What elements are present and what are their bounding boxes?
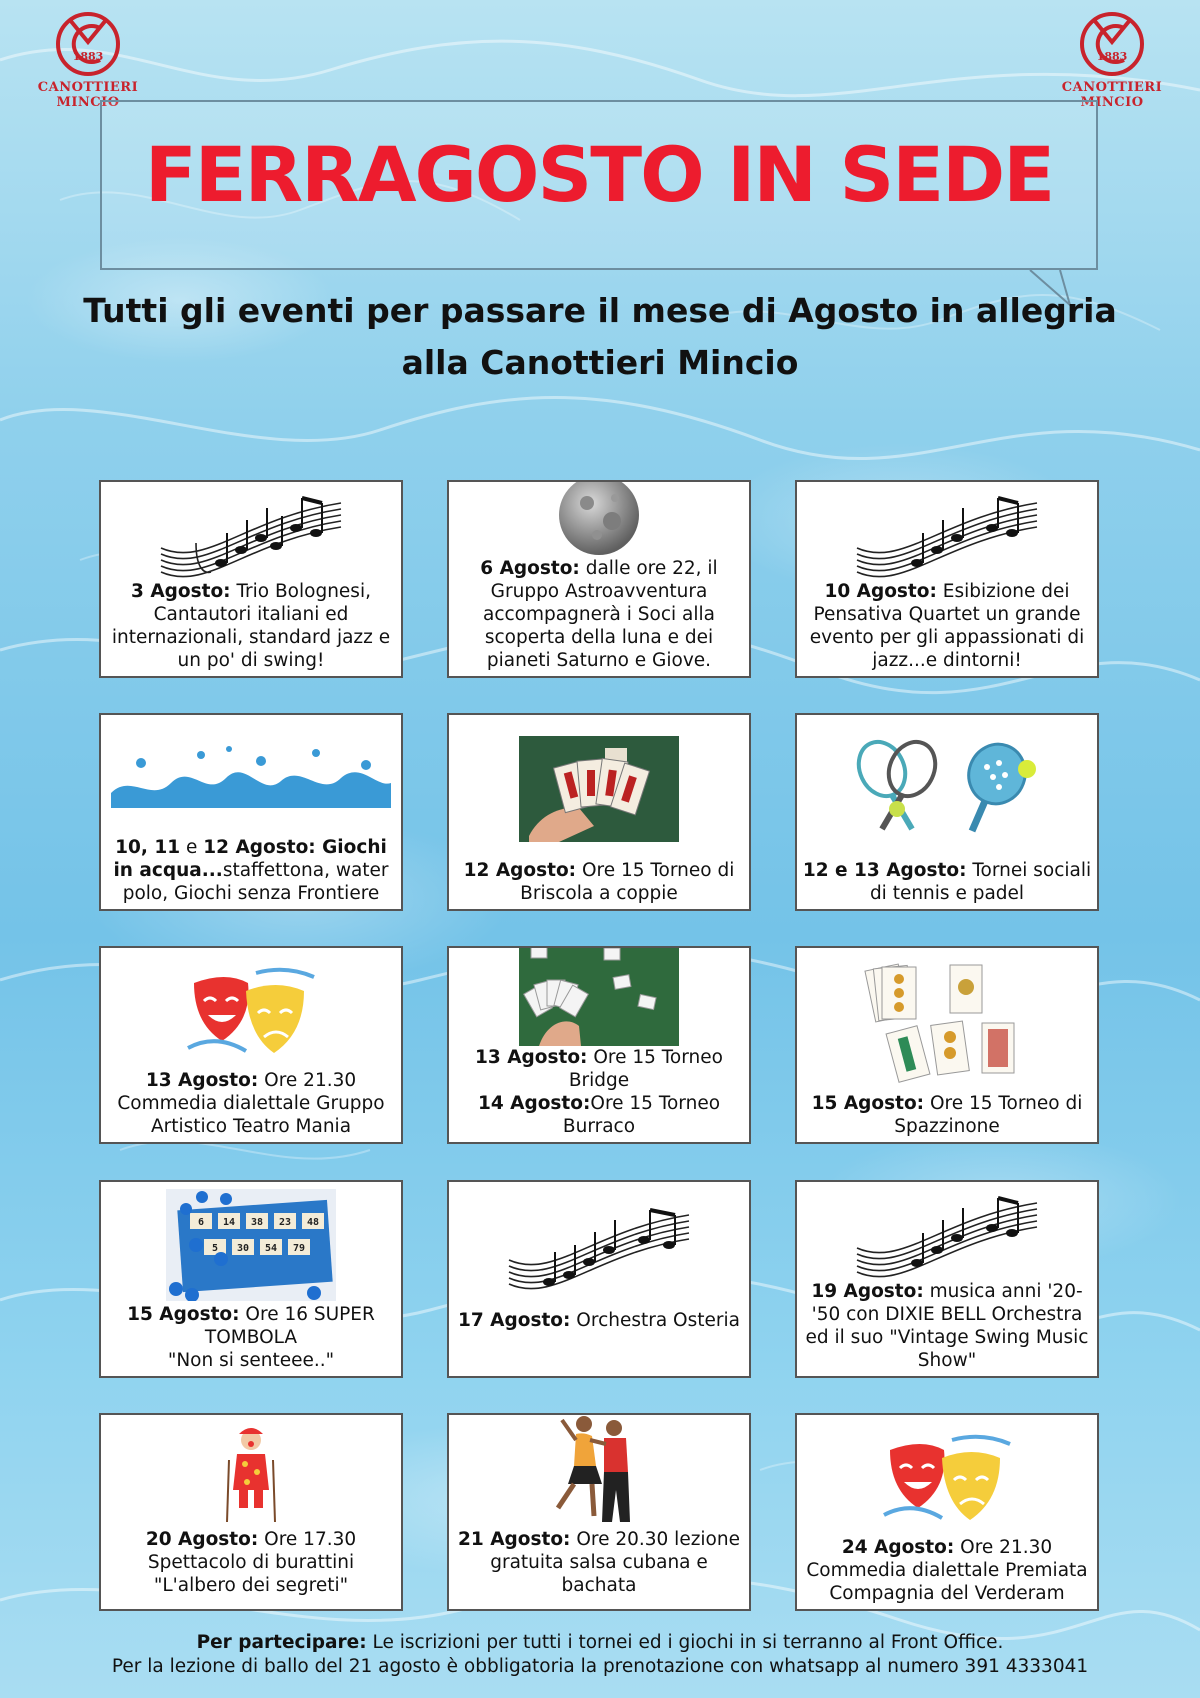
puppet-icon	[221, 1424, 281, 1524]
event-text: 12 e 13 Agosto: Tornei sociali di tennis e padel	[802, 860, 1092, 904]
moon-icon	[557, 480, 641, 557]
event-text: 13 Agosto: Ore 21.30 Commedia dialettale Gruppo Artistico Teatro Mania	[117, 1070, 385, 1137]
event-text: 10, 11 e 12 Agosto: Giochi in acqua...staffettona, water polo, Giochi senza Frontiere	[113, 837, 389, 904]
tombola-board-icon	[166, 1189, 336, 1301]
event-text: 15 Agosto: Ore 16 SUPER TOMBOLA "Non si senteee.."	[127, 1304, 375, 1371]
playing-cards-hand-icon	[519, 736, 679, 842]
event-text: 15 Agosto: Ore 15 Torneo di Spazzinone	[811, 1093, 1083, 1137]
footer-info: Per partecipare: Le iscrizioni per tutti i tornei ed i giochi in si terranno al Front Office. Per la lezione di ballo del 21 agosto è obbligatoria la prenotazione con whatsapp al numero 391 4333041	[111, 1632, 1089, 1677]
event-card	[447, 480, 751, 678]
italian-cards-icon	[862, 957, 1032, 1087]
tombola-number: 79	[292, 1242, 306, 1254]
music-notes-icon	[852, 1188, 1042, 1278]
salsa-dancers-icon	[544, 1413, 654, 1528]
tombola-number: 5	[211, 1242, 219, 1254]
event-card	[99, 1413, 403, 1611]
club-name: CANOTTIERI MINCIO	[1061, 80, 1163, 110]
page-subtitle	[60, 285, 1140, 389]
tennis-padel-rackets-icon	[847, 739, 1047, 839]
event-card	[99, 480, 403, 678]
event-card	[99, 1180, 403, 1378]
event-text: 17 Agosto: Orchestra Osteria	[458, 1310, 740, 1331]
music-notes-icon	[852, 488, 1042, 578]
tombola-number: 48	[306, 1216, 320, 1228]
club-emblem-icon	[48, 8, 128, 78]
title-banner	[100, 100, 1098, 270]
event-text: 13 Agosto: Ore 15 Torneo Bridge 14 Agosto:Ore 15 Torneo Burraco	[475, 1047, 723, 1137]
theater-masks-icon	[882, 1430, 1012, 1525]
event-card	[795, 946, 1099, 1144]
event-card	[795, 713, 1099, 911]
event-card	[795, 1180, 1099, 1378]
event-card	[99, 713, 403, 911]
music-notes-icon	[504, 1200, 694, 1295]
event-card	[447, 946, 751, 1144]
tombola-number: 54	[264, 1242, 278, 1254]
club-logo-left	[8, 8, 168, 110]
music-notes-icon	[156, 488, 346, 578]
tombola-number: 30	[236, 1242, 250, 1254]
event-card	[447, 1413, 751, 1611]
subtitle-line-1: Tutti gli eventi per passare il mese di Agosto in allegria	[83, 291, 1117, 330]
event-text: 12 Agosto: Ore 15 Torneo di Briscola a coppie	[463, 860, 735, 904]
svg-text:1883: 1883	[1096, 50, 1128, 63]
club-logo-right	[1032, 8, 1192, 110]
tombola-number: 6	[197, 1216, 205, 1228]
tombola-number: 14	[222, 1216, 236, 1228]
svg-text:1883: 1883	[72, 50, 104, 63]
event-card	[795, 1413, 1099, 1611]
event-card	[447, 1180, 751, 1378]
event-card	[99, 946, 403, 1144]
event-text: 6 Agosto: dalle ore 22, il Gruppo Astroavventura accompagnerà i Soci alla scoperta della luna e dei pianeti Saturno e Giove.	[480, 558, 718, 671]
page-title: FERRAGOSTO IN SEDE	[144, 130, 1054, 219]
event-card	[447, 713, 751, 911]
bridge-cards-icon	[519, 946, 679, 1046]
club-emblem-icon	[1072, 8, 1152, 78]
event-text: 10 Agosto: Esibizione dei Pensativa Quartet un grande evento per gli appassionati di jazz...e dintorni!	[809, 581, 1085, 671]
event-text: 21 Agosto: Ore 20.30 lezione gratuita salsa cubana e bachata	[458, 1529, 740, 1596]
theater-masks-icon	[186, 963, 316, 1058]
event-text: 20 Agosto: Ore 17.30 Spettacolo di burattini "L'albero dei segreti"	[145, 1529, 357, 1596]
subtitle-line-2: alla Canottieri Mincio	[401, 343, 799, 382]
event-text: 19 Agosto: musica anni '20-'50 con DIXIE BELL Orchestra ed il suo "Vintage Swing Music Show"	[805, 1281, 1089, 1371]
water-splash-icon	[111, 743, 391, 813]
event-text: 3 Agosto: Trio Bolognesi, Cantautori italiani ed internazionali, standard jazz e un po' di swing!	[111, 581, 391, 671]
tombola-number: 23	[278, 1216, 292, 1228]
club-name: CANOTTIERI MINCIO	[37, 80, 139, 110]
tombola-number: 38	[250, 1216, 264, 1228]
event-text: 24 Agosto: Ore 21.30 Commedia dialettale Premiata Compagnia del Verderam	[806, 1537, 1088, 1604]
event-card	[795, 480, 1099, 678]
